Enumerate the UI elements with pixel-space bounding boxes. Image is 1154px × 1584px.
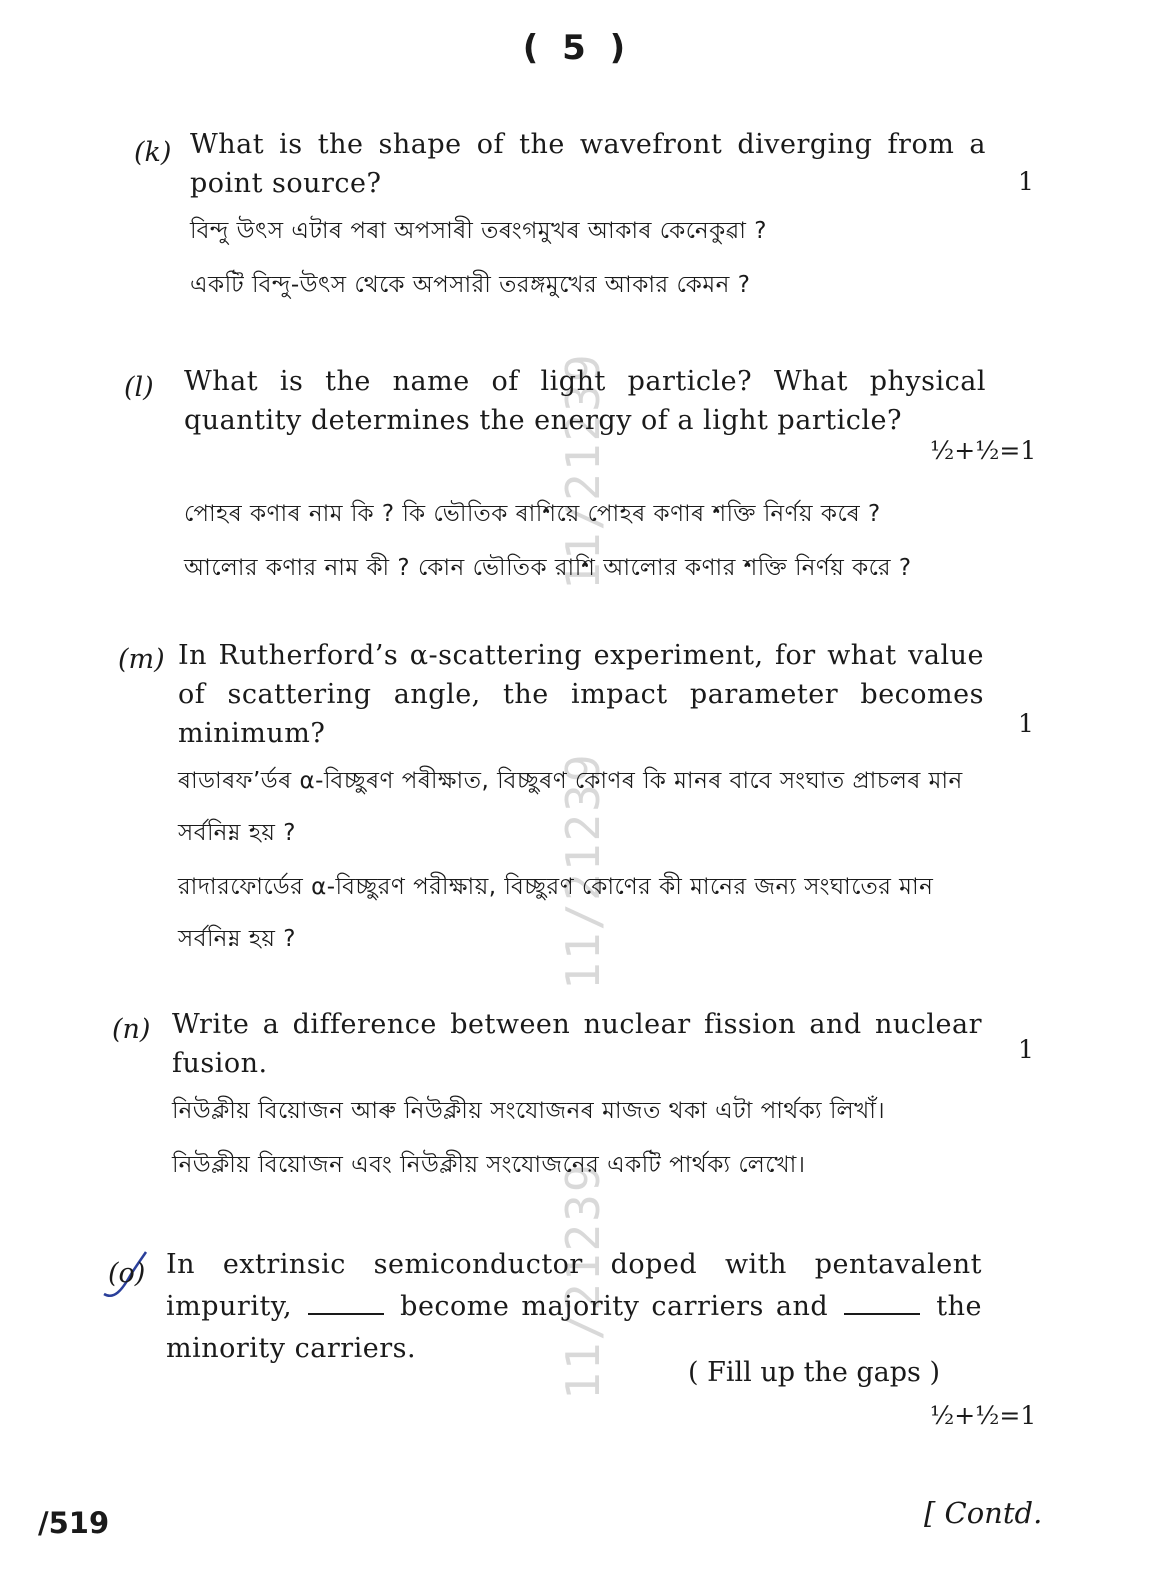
question-text-english: What is the shape of the wavefront diverging from a point source? — [190, 129, 986, 199]
continued-note: [ Contd. — [924, 1496, 1043, 1530]
question-text-english: In Rutherford’s α-scattering experiment, for what value of scattering angle, the impact parameter becomes minimum? — [178, 640, 984, 749]
blank — [844, 1293, 920, 1315]
page-number: ( 5 ) — [522, 28, 632, 68]
question-text-bengali: একটি বিন্দু-উৎস থেকে অপসারী তরঙ্গমুখের আকার কেমন ? — [190, 272, 751, 298]
question-n — [172, 1005, 982, 1191]
instruction: ( Fill up the gaps ) — [688, 1357, 941, 1388]
question-text-english: Write a difference between nuclear fission and nuclear fusion. — [172, 1009, 982, 1079]
question-label: (l) — [124, 372, 154, 403]
question-m — [178, 636, 984, 965]
marks: 1 — [1018, 167, 1034, 196]
watermark: 11/21239 — [556, 1162, 610, 1400]
question-text-assamese: ৰাডাৰফ’র্ডৰ α-বিচ্ছুৰণ পৰীক্ষাত, বিচ্ছুৰণ কোণৰ কি মানৰ বাবে সংঘাত প্ৰাচলৰ মান সৰ্বনিম্ন হয় ? — [178, 768, 963, 846]
question-text-part: become majority carriers and — [400, 1291, 829, 1322]
question-text-part: the minority carriers. — [166, 1291, 982, 1364]
paper-code: /519 — [38, 1506, 110, 1540]
question-text-assamese: পোহৰ কণাৰ নাম কি ? কি ভৌতিক ৰাশিয়ে পোহৰ কণাৰ শক্তি নিৰ্ণয় কৰে ? — [184, 501, 881, 527]
question-text-bengali: আলোর কণার নাম কী ? কোন ভৌতিক রাশি আলোর কণার শক্তি নির্ণয় করে ? — [184, 555, 912, 581]
question-text-bengali: নিউক্লীয় বিয়োজন এবং নিউক্লীয় সংযোজনের একটি পার্থক্য লেখো। — [172, 1152, 806, 1178]
marks: 1 — [1018, 1035, 1034, 1064]
question-text-english: What is the name of light particle? What physical quantity determines the energy of a light particle? — [184, 366, 986, 436]
watermark: 11/21239 — [556, 352, 610, 590]
marks: 1 — [1018, 709, 1034, 738]
question-label: (k) — [134, 137, 172, 168]
marks: ½+½=1 — [930, 1401, 1037, 1430]
marks: ½+½=1 — [930, 436, 1037, 465]
question-text-bengali: রাদারফোর্ডের α-বিচ্ছুরণ পরীক্ষায়, বিচ্ছুরণ কোণের কী মানের জন্য সংঘাতের মান সর্বনিম্ন হয় ? — [178, 874, 934, 952]
question-text-part: In extrinsic semiconductor doped with pentavalent impurity, — [166, 1249, 982, 1322]
question-k — [190, 125, 986, 311]
question-label: (n) — [112, 1014, 151, 1045]
question-o — [166, 1244, 982, 1370]
question-label: (o) — [108, 1258, 146, 1289]
question-text-assamese: নিউক্লীয় বিয়োজন আৰু নিউক্লীয় সংযোজনৰ মাজত থকা এটা পাৰ্থক্য লিখাঁ। — [172, 1098, 886, 1124]
question-text-assamese: বিন্দু উৎস এটাৰ পৰা অপসাৰী তৰংগমুখৰ আকাৰ কেনেকুৱা ? — [190, 218, 767, 244]
question-text-english — [166, 1244, 982, 1370]
question-label: (m) — [118, 644, 165, 675]
blank — [308, 1293, 384, 1315]
question-l — [184, 362, 986, 594]
watermark: 11/21239 — [556, 752, 610, 990]
